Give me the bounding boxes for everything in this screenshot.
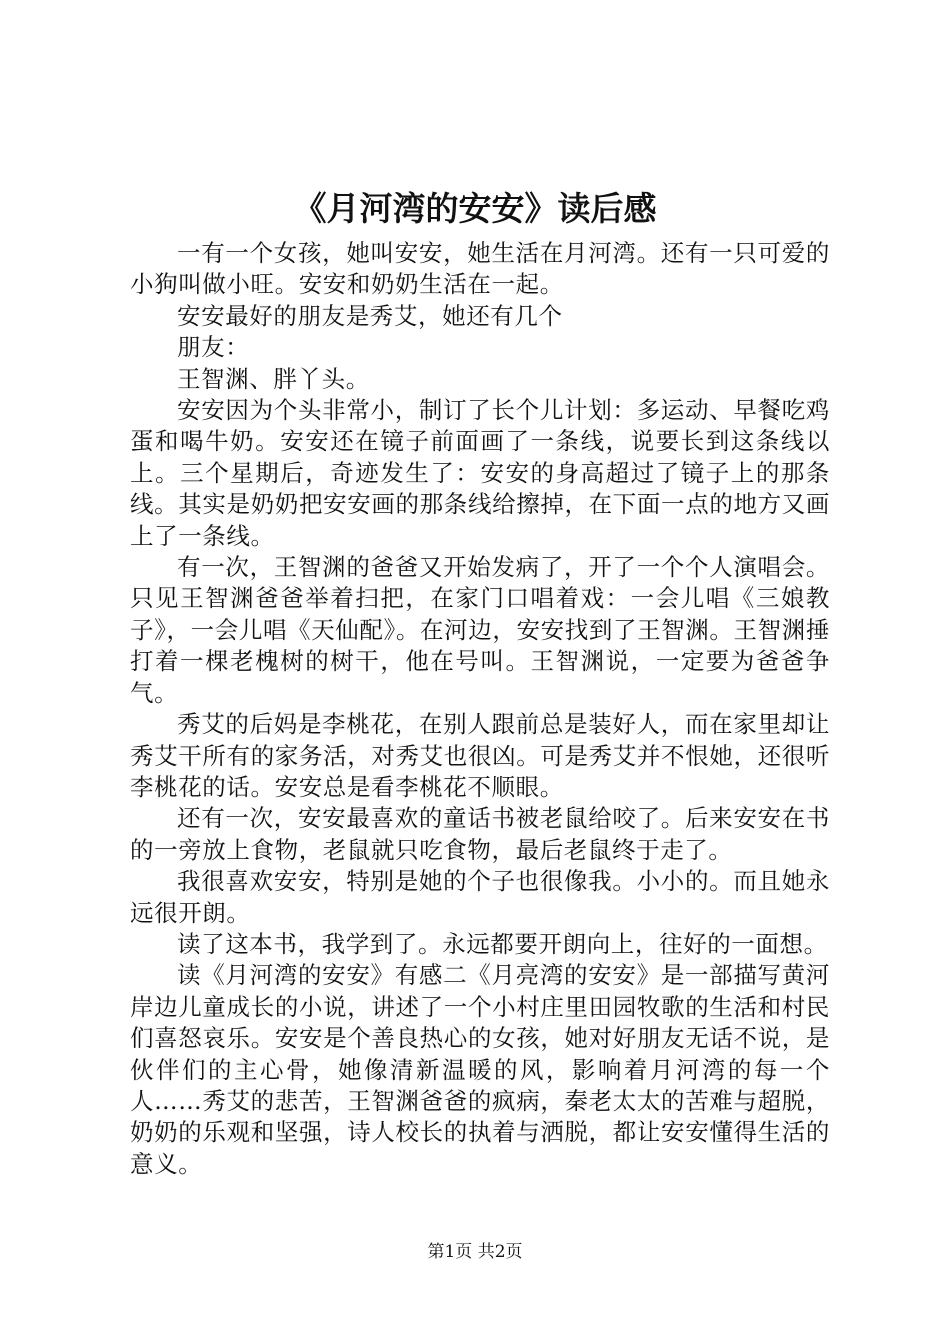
paragraph: 秀艾的后妈是李桃花，在别人跟前总是装好人，而在家里却让秀艾干所有的家务活，对秀艾也很凶。可是秀艾并不恨她，还很听李桃花的话。安安总是看李桃花不顺眼。 xyxy=(130,710,830,801)
document-body xyxy=(130,238,830,1180)
paragraph: 还有一次，安安最喜欢的童话书被老鼠给咬了。后来安安在书的一旁放上食物，老鼠就只吃食物，最后老鼠终于走了。 xyxy=(130,804,830,864)
paragraph: 有一次，王智渊的爸爸又开始发病了，开了一个个人演唱会。只见王智渊爸爸举着扫把，在家门口唱着戏：一会儿唱《三娘教子》，一会儿唱《天仙配》。在河边，安安找到了王智渊。王智渊捶打着一棵老槐树的树干，他在号叫。王智渊说，一定要为爸爸争气。 xyxy=(130,553,830,707)
paragraph: 安安因为个头非常小，制订了长个儿计划：多运动、早餐吃鸡蛋和喝牛奶。安安还在镜子前面画了一条线，说要长到这条线以上。三个星期后，奇迹发生了：安安的身高超过了镜子上的那条线。其实是奶奶把安安画的那条线给擦掉，在下面一点的地方又画上了一条线。 xyxy=(130,396,830,550)
paragraph: 读《月河湾的安安》有感二《月亮湾的安安》是一部描写黄河岸边儿童成长的小说，讲述了一个小村庄里田园牧歌的生活和村民们喜怒哀乐。安安是个善良热心的女孩，她对好朋友无话不说，是伙伴们的主心骨，她像清新温暖的风，影响着月河湾的每一个人……秀艾的悲苦，王智渊爸爸的疯病，秦老太太的苦难与超脱，奶奶的乐观和坚强，诗人校长的执着与洒脱，都让安安懂得生活的意义。 xyxy=(130,961,830,1178)
document-title: 《月河湾的安安》读后感 xyxy=(293,189,657,228)
paragraph: 我很喜欢安安，特别是她的个子也很像我。小小的。而且她永远很开朗。 xyxy=(130,867,830,927)
paragraph: 王智渊、胖丫头。 xyxy=(177,364,370,393)
paragraph: 安安最好的朋友是秀艾，她还有几个 xyxy=(177,301,563,330)
paragraph: 朋友： xyxy=(177,333,250,362)
paragraph: 读了这本书，我学到了。永远都要开朗向上，往好的一面想。 xyxy=(177,929,828,958)
paragraph: 一有一个女孩，她叫安安，她生活在月河湾。还有一只可爱的小狗叫做小旺。安安和奶奶生活在一起。 xyxy=(130,239,830,299)
page-number: 第1页 共2页 xyxy=(427,1242,523,1262)
